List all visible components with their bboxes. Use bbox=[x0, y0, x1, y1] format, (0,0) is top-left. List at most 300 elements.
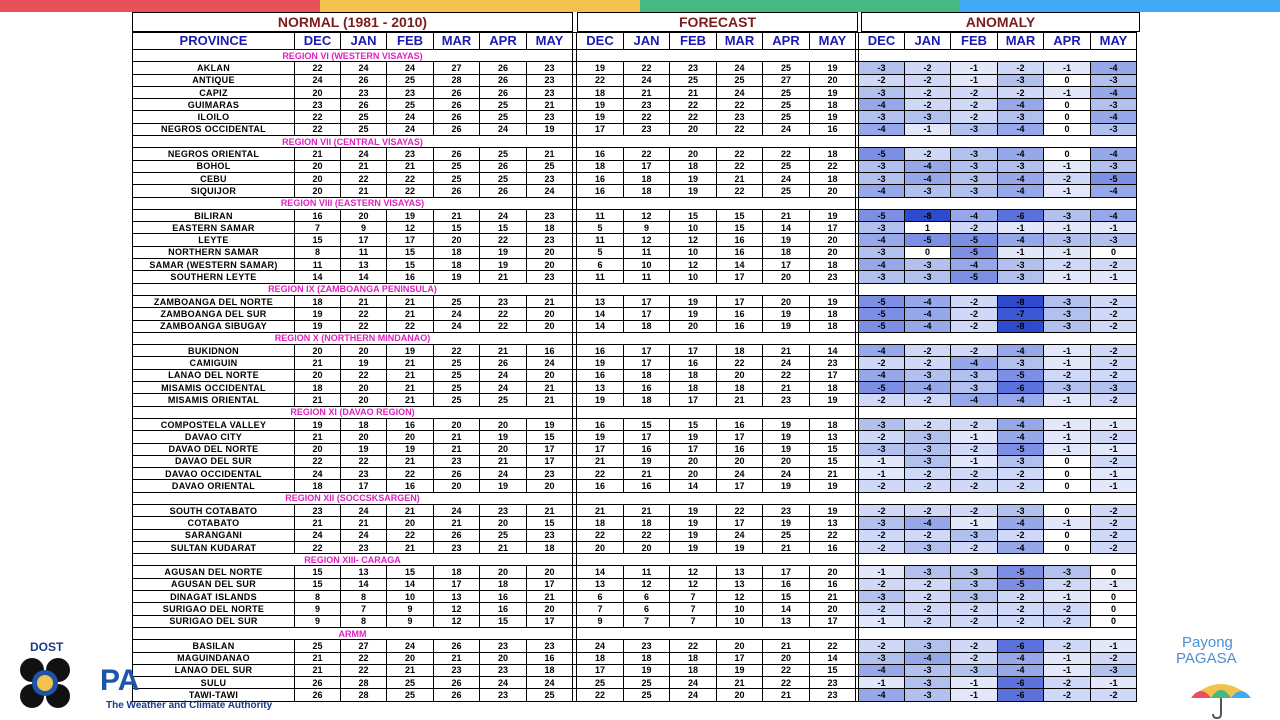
forecast-value-cell: 17 bbox=[624, 431, 670, 443]
forecast-value-cell: 18 bbox=[763, 246, 810, 258]
normal-value-cell: 20 bbox=[341, 394, 387, 406]
forecast-value-cell: 18 bbox=[624, 369, 670, 381]
normal-value-cell: 21 bbox=[434, 209, 480, 221]
normal-value-cell: 24 bbox=[387, 640, 434, 652]
anomaly-value-cell: -1 bbox=[859, 615, 905, 627]
forecast-value-cell: 6 bbox=[624, 591, 670, 603]
anomaly-value-cell: -1 bbox=[1044, 443, 1091, 455]
normal-value-cell: 20 bbox=[434, 480, 480, 492]
normal-value-cell: 25 bbox=[387, 677, 434, 689]
normal-value-cell: 16 bbox=[527, 345, 573, 357]
forecast-value-cell: 19 bbox=[577, 99, 624, 111]
normal-value-cell: 21 bbox=[527, 591, 573, 603]
normal-month-header-may: MAY bbox=[527, 33, 573, 50]
normal-value-cell: 23 bbox=[527, 86, 573, 98]
forecast-value-cell: 20 bbox=[763, 455, 810, 467]
forecast-value-cell: 16 bbox=[577, 418, 624, 430]
normal-value-cell: 18 bbox=[527, 541, 573, 553]
normal-value-cell: 22 bbox=[387, 468, 434, 480]
normal-value-cell: 7 bbox=[341, 603, 387, 615]
normal-value-cell: 15 bbox=[295, 566, 341, 578]
table-row bbox=[133, 345, 1137, 357]
anomaly-value-cell: -4 bbox=[859, 234, 905, 246]
normal-value-cell: 25 bbox=[387, 99, 434, 111]
anomaly-value-cell: -1 bbox=[905, 123, 951, 135]
normal-value-cell: 16 bbox=[387, 271, 434, 283]
normal-value-cell: 12 bbox=[434, 603, 480, 615]
anomaly-value-cell: -2 bbox=[859, 578, 905, 590]
normal-value-cell: 22 bbox=[341, 369, 387, 381]
normal-value-cell: 15 bbox=[387, 246, 434, 258]
anomaly-value-cell: -4 bbox=[998, 148, 1044, 160]
forecast-value-cell: 14 bbox=[577, 308, 624, 320]
forecast-value-cell: 18 bbox=[670, 160, 717, 172]
anomaly-value-cell: 0 bbox=[1044, 99, 1091, 111]
forecast-value-cell: 22 bbox=[670, 99, 717, 111]
anomaly-value-cell: -1 bbox=[1091, 468, 1137, 480]
normal-value-cell: 23 bbox=[527, 172, 573, 184]
normal-value-cell: 20 bbox=[480, 443, 527, 455]
forecast-value-cell: 18 bbox=[577, 160, 624, 172]
forecast-value-cell: 14 bbox=[763, 603, 810, 615]
forecast-value-cell: 17 bbox=[577, 443, 624, 455]
empty-cell bbox=[859, 197, 1137, 209]
normal-value-cell: 18 bbox=[295, 480, 341, 492]
forecast-value-cell: 17 bbox=[577, 123, 624, 135]
table-row bbox=[133, 222, 1137, 234]
forecast-month-header-apr: APR bbox=[763, 33, 810, 50]
normal-value-cell: 20 bbox=[295, 345, 341, 357]
forecast-value-cell: 23 bbox=[670, 62, 717, 74]
table-row bbox=[133, 357, 1137, 369]
forecast-value-cell: 16 bbox=[624, 382, 670, 394]
forecast-value-cell: 19 bbox=[670, 431, 717, 443]
anomaly-value-cell: -2 bbox=[1091, 320, 1137, 332]
normal-value-cell: 23 bbox=[480, 295, 527, 307]
anomaly-value-cell: -4 bbox=[905, 295, 951, 307]
forecast-value-cell: 19 bbox=[670, 529, 717, 541]
anomaly-value-cell: -2 bbox=[1044, 259, 1091, 271]
normal-value-cell: 20 bbox=[527, 369, 573, 381]
province-column-header: PROVINCE bbox=[133, 33, 295, 50]
anomaly-value-cell: -2 bbox=[998, 603, 1044, 615]
normal-value-cell: 24 bbox=[295, 74, 341, 86]
normal-value-cell: 19 bbox=[295, 320, 341, 332]
forecast-value-cell: 23 bbox=[624, 640, 670, 652]
normal-value-cell: 19 bbox=[527, 418, 573, 430]
normal-value-cell: 24 bbox=[527, 357, 573, 369]
forecast-value-cell: 19 bbox=[810, 111, 856, 123]
anomaly-month-header-apr: APR bbox=[1044, 33, 1091, 50]
normal-value-cell: 20 bbox=[480, 652, 527, 664]
province-name: ZAMBOANGA DEL SUR bbox=[133, 308, 295, 320]
empty-cell bbox=[577, 197, 856, 209]
normal-value-cell: 20 bbox=[387, 431, 434, 443]
normal-month-header-mar: MAR bbox=[434, 33, 480, 50]
forecast-value-cell: 5 bbox=[577, 246, 624, 258]
forecast-value-cell: 24 bbox=[624, 74, 670, 86]
anomaly-value-cell: 0 bbox=[905, 246, 951, 258]
province-name: LEYTE bbox=[133, 234, 295, 246]
normal-value-cell: 14 bbox=[387, 578, 434, 590]
normal-value-cell: 19 bbox=[295, 308, 341, 320]
province-name: CEBU bbox=[133, 172, 295, 184]
forecast-value-cell: 19 bbox=[810, 295, 856, 307]
empty-cell bbox=[577, 406, 856, 418]
anomaly-value-cell: -3 bbox=[998, 259, 1044, 271]
province-name: EASTERN SAMAR bbox=[133, 222, 295, 234]
normal-value-cell: 26 bbox=[480, 86, 527, 98]
region-label: REGION XI (DAVAO REGION) bbox=[133, 406, 573, 418]
normal-value-cell: 15 bbox=[387, 566, 434, 578]
forecast-value-cell: 9 bbox=[624, 222, 670, 234]
forecast-value-cell: 19 bbox=[810, 394, 856, 406]
forecast-value-cell: 14 bbox=[577, 320, 624, 332]
normal-value-cell: 21 bbox=[527, 394, 573, 406]
table-row bbox=[133, 418, 1137, 430]
forecast-month-header-may: MAY bbox=[810, 33, 856, 50]
normal-value-cell: 11 bbox=[295, 259, 341, 271]
forecast-value-cell: 14 bbox=[577, 566, 624, 578]
empty-cell bbox=[859, 50, 1137, 62]
normal-value-cell: 16 bbox=[480, 591, 527, 603]
anomaly-value-cell: 0 bbox=[1044, 74, 1091, 86]
anomaly-value-cell: -2 bbox=[905, 74, 951, 86]
anomaly-value-cell: -2 bbox=[905, 99, 951, 111]
anomaly-value-cell: -4 bbox=[1091, 148, 1137, 160]
province-name: DAVAO DEL SUR bbox=[133, 455, 295, 467]
forecast-value-cell: 20 bbox=[763, 271, 810, 283]
normal-value-cell: 25 bbox=[434, 369, 480, 381]
anomaly-value-cell: -4 bbox=[905, 308, 951, 320]
normal-value-cell: 21 bbox=[387, 541, 434, 553]
forecast-value-cell: 16 bbox=[810, 123, 856, 135]
empty-cell bbox=[859, 283, 1137, 295]
anomaly-value-cell: -1 bbox=[1044, 431, 1091, 443]
normal-value-cell: 26 bbox=[480, 62, 527, 74]
empty-cell bbox=[859, 627, 1137, 639]
forecast-value-cell: 19 bbox=[763, 418, 810, 430]
table-row bbox=[133, 62, 1137, 74]
anomaly-value-cell: -2 bbox=[1044, 369, 1091, 381]
normal-value-cell: 20 bbox=[527, 603, 573, 615]
normal-value-cell: 24 bbox=[480, 123, 527, 135]
normal-value-cell: 21 bbox=[295, 664, 341, 676]
anomaly-value-cell: -5 bbox=[951, 234, 998, 246]
normal-month-header-feb: FEB bbox=[387, 33, 434, 50]
forecast-value-cell: 20 bbox=[670, 148, 717, 160]
normal-value-cell: 22 bbox=[480, 320, 527, 332]
forecast-value-cell: 16 bbox=[717, 234, 763, 246]
normal-value-cell: 25 bbox=[480, 529, 527, 541]
province-name: DAVAO DEL NORTE bbox=[133, 443, 295, 455]
anomaly-value-cell: 0 bbox=[1044, 541, 1091, 553]
forecast-value-cell: 19 bbox=[670, 517, 717, 529]
normal-value-cell: 11 bbox=[341, 246, 387, 258]
anomaly-value-cell: -3 bbox=[951, 148, 998, 160]
forecast-value-cell: 21 bbox=[763, 640, 810, 652]
anomaly-value-cell: -2 bbox=[998, 62, 1044, 74]
forecast-value-cell: 21 bbox=[577, 455, 624, 467]
anomaly-value-cell: -2 bbox=[951, 541, 998, 553]
forecast-value-cell: 25 bbox=[670, 74, 717, 86]
anomaly-value-cell: -2 bbox=[1091, 541, 1137, 553]
normal-value-cell: 26 bbox=[480, 74, 527, 86]
top-bar-yellow-segment bbox=[320, 0, 640, 12]
region-label: REGION VI (WESTERN VISAYAS) bbox=[133, 50, 573, 62]
payong-label: Payong bbox=[1182, 634, 1233, 651]
normal-value-cell: 20 bbox=[480, 418, 527, 430]
province-name: AGUSAN DEL NORTE bbox=[133, 566, 295, 578]
normal-value-cell: 20 bbox=[387, 517, 434, 529]
normal-value-cell: 23 bbox=[341, 468, 387, 480]
normal-value-cell: 20 bbox=[527, 566, 573, 578]
forecast-value-cell: 13 bbox=[763, 615, 810, 627]
normal-value-cell: 9 bbox=[295, 615, 341, 627]
anomaly-value-cell: -2 bbox=[1091, 345, 1137, 357]
forecast-value-cell: 22 bbox=[624, 111, 670, 123]
forecast-value-cell: 7 bbox=[670, 591, 717, 603]
table-row bbox=[133, 369, 1137, 381]
anomaly-value-cell: -1 bbox=[1091, 222, 1137, 234]
forecast-value-cell: 23 bbox=[810, 357, 856, 369]
forecast-value-cell: 21 bbox=[717, 394, 763, 406]
forecast-value-cell: 20 bbox=[670, 455, 717, 467]
table-row bbox=[133, 652, 1137, 664]
forecast-value-cell: 20 bbox=[577, 541, 624, 553]
forecast-month-header-mar: MAR bbox=[717, 33, 763, 50]
normal-value-cell: 26 bbox=[295, 689, 341, 701]
forecast-value-cell: 17 bbox=[624, 345, 670, 357]
normal-value-cell: 25 bbox=[434, 357, 480, 369]
forecast-value-cell: 18 bbox=[717, 382, 763, 394]
forecast-value-cell: 21 bbox=[577, 504, 624, 516]
forecast-value-cell: 14 bbox=[717, 259, 763, 271]
normal-value-cell: 22 bbox=[387, 320, 434, 332]
normal-value-cell: 21 bbox=[295, 148, 341, 160]
anomaly-value-cell: -1 bbox=[1044, 160, 1091, 172]
normal-value-cell: 22 bbox=[295, 541, 341, 553]
normal-value-cell: 16 bbox=[387, 480, 434, 492]
normal-value-cell: 15 bbox=[527, 431, 573, 443]
forecast-value-cell: 12 bbox=[670, 259, 717, 271]
normal-value-cell: 25 bbox=[480, 172, 527, 184]
anomaly-value-cell: -3 bbox=[998, 455, 1044, 467]
forecast-value-cell: 23 bbox=[624, 99, 670, 111]
province-name: LANAO DEL SUR bbox=[133, 664, 295, 676]
normal-value-cell: 8 bbox=[341, 615, 387, 627]
table-row bbox=[133, 123, 1137, 135]
forecast-value-cell: 13 bbox=[577, 578, 624, 590]
table-row bbox=[133, 99, 1137, 111]
normal-value-cell: 18 bbox=[434, 259, 480, 271]
province-name: AKLAN bbox=[133, 62, 295, 74]
forecast-value-cell: 25 bbox=[763, 160, 810, 172]
forecast-value-cell: 18 bbox=[577, 652, 624, 664]
forecast-value-cell: 22 bbox=[810, 160, 856, 172]
forecast-value-cell: 15 bbox=[763, 591, 810, 603]
region-label: REGION X (NORTHERN MINDANAO) bbox=[133, 332, 573, 344]
anomaly-value-cell: -4 bbox=[859, 689, 905, 701]
region-row bbox=[133, 50, 1137, 62]
forecast-value-cell: 15 bbox=[810, 664, 856, 676]
normal-value-cell: 26 bbox=[434, 111, 480, 123]
normal-value-cell: 25 bbox=[387, 689, 434, 701]
empty-cell bbox=[577, 283, 856, 295]
forecast-value-cell: 16 bbox=[717, 443, 763, 455]
normal-value-cell: 21 bbox=[434, 652, 480, 664]
normal-value-cell: 20 bbox=[295, 160, 341, 172]
forecast-value-cell: 19 bbox=[810, 209, 856, 221]
normal-value-cell: 21 bbox=[387, 455, 434, 467]
normal-month-header-apr: APR bbox=[480, 33, 527, 50]
normal-value-cell: 20 bbox=[527, 320, 573, 332]
region-row bbox=[133, 332, 1137, 344]
anomaly-value-cell: 1 bbox=[905, 222, 951, 234]
table-row bbox=[133, 480, 1137, 492]
normal-value-cell: 25 bbox=[295, 640, 341, 652]
payong-pagasa-label: PAGASA bbox=[1176, 650, 1237, 667]
anomaly-value-cell: -3 bbox=[905, 369, 951, 381]
anomaly-value-cell: -2 bbox=[1091, 652, 1137, 664]
normal-value-cell: 21 bbox=[387, 382, 434, 394]
normal-value-cell: 24 bbox=[387, 62, 434, 74]
forecast-value-cell: 17 bbox=[810, 615, 856, 627]
forecast-value-cell: 21 bbox=[763, 209, 810, 221]
normal-value-cell: 14 bbox=[341, 271, 387, 283]
forecast-value-cell: 19 bbox=[577, 357, 624, 369]
anomaly-value-cell: 0 bbox=[1091, 591, 1137, 603]
forecast-value-cell: 17 bbox=[763, 259, 810, 271]
empty-cell bbox=[577, 136, 856, 148]
forecast-value-cell: 11 bbox=[624, 246, 670, 258]
forecast-value-cell: 20 bbox=[624, 541, 670, 553]
forecast-value-cell: 11 bbox=[624, 271, 670, 283]
normal-value-cell: 22 bbox=[387, 172, 434, 184]
normal-value-cell: 21 bbox=[527, 382, 573, 394]
table-row bbox=[133, 111, 1137, 123]
anomaly-value-cell: -3 bbox=[905, 443, 951, 455]
anomaly-value-cell: -3 bbox=[1044, 320, 1091, 332]
normal-value-cell: 20 bbox=[387, 652, 434, 664]
anomaly-value-cell: 0 bbox=[1044, 529, 1091, 541]
region-label: REGION VII (CENTRAL VISAYAS) bbox=[133, 136, 573, 148]
anomaly-value-cell: -3 bbox=[1091, 123, 1137, 135]
forecast-value-cell: 21 bbox=[810, 468, 856, 480]
normal-value-cell: 23 bbox=[480, 504, 527, 516]
normal-value-cell: 14 bbox=[295, 271, 341, 283]
forecast-value-cell: 22 bbox=[624, 529, 670, 541]
normal-value-cell: 12 bbox=[387, 222, 434, 234]
region-row bbox=[133, 554, 1137, 566]
province-name: BUKIDNON bbox=[133, 345, 295, 357]
forecast-value-cell: 12 bbox=[670, 566, 717, 578]
normal-value-cell: 21 bbox=[434, 517, 480, 529]
forecast-value-cell: 20 bbox=[763, 652, 810, 664]
forecast-value-cell: 16 bbox=[717, 246, 763, 258]
empty-cell bbox=[577, 332, 856, 344]
normal-value-cell: 28 bbox=[341, 689, 387, 701]
anomaly-value-cell: -3 bbox=[1044, 295, 1091, 307]
forecast-value-cell: 22 bbox=[810, 529, 856, 541]
forecast-value-cell: 25 bbox=[763, 111, 810, 123]
anomaly-value-cell: -3 bbox=[905, 271, 951, 283]
normal-value-cell: 25 bbox=[434, 382, 480, 394]
anomaly-value-cell: -1 bbox=[859, 566, 905, 578]
normal-value-cell: 25 bbox=[341, 123, 387, 135]
anomaly-value-cell: -3 bbox=[951, 578, 998, 590]
forecast-value-cell: 11 bbox=[577, 234, 624, 246]
forecast-value-cell: 21 bbox=[717, 172, 763, 184]
anomaly-value-cell: -1 bbox=[1044, 664, 1091, 676]
anomaly-value-cell: -3 bbox=[1044, 308, 1091, 320]
normal-value-cell: 23 bbox=[527, 209, 573, 221]
normal-value-cell: 15 bbox=[295, 234, 341, 246]
forecast-value-cell: 25 bbox=[717, 74, 763, 86]
forecast-value-cell: 19 bbox=[670, 172, 717, 184]
anomaly-value-cell: -3 bbox=[1091, 74, 1137, 86]
anomaly-value-cell: -1 bbox=[1044, 517, 1091, 529]
normal-value-cell: 21 bbox=[341, 295, 387, 307]
forecast-value-cell: 16 bbox=[670, 357, 717, 369]
normal-value-cell: 21 bbox=[387, 664, 434, 676]
anomaly-value-cell: -2 bbox=[905, 480, 951, 492]
normal-value-cell: 16 bbox=[480, 603, 527, 615]
forecast-value-cell: 19 bbox=[577, 394, 624, 406]
forecast-value-cell: 18 bbox=[810, 99, 856, 111]
anomaly-value-cell: -3 bbox=[859, 160, 905, 172]
anomaly-value-cell: -2 bbox=[1091, 357, 1137, 369]
table-row bbox=[133, 640, 1137, 652]
empty-cell bbox=[577, 554, 856, 566]
normal-value-cell: 20 bbox=[434, 418, 480, 430]
forecast-value-cell: 18 bbox=[624, 320, 670, 332]
anomaly-value-cell: -1 bbox=[1091, 443, 1137, 455]
forecast-value-cell: 18 bbox=[670, 382, 717, 394]
forecast-value-cell: 18 bbox=[624, 172, 670, 184]
normal-value-cell: 28 bbox=[434, 74, 480, 86]
province-name: ILOILO bbox=[133, 111, 295, 123]
table-row bbox=[133, 172, 1137, 184]
forecast-value-cell: 17 bbox=[717, 295, 763, 307]
anomaly-value-cell: -3 bbox=[951, 591, 998, 603]
anomaly-value-cell: -4 bbox=[1091, 185, 1137, 197]
normal-value-cell: 26 bbox=[434, 148, 480, 160]
anomaly-value-cell: -2 bbox=[951, 640, 998, 652]
forecast-value-cell: 18 bbox=[670, 664, 717, 676]
anomaly-value-cell: -2 bbox=[1091, 529, 1137, 541]
anomaly-value-cell: -1 bbox=[951, 517, 998, 529]
normal-value-cell: 22 bbox=[341, 664, 387, 676]
normal-value-cell: 17 bbox=[387, 234, 434, 246]
anomaly-value-cell: -1 bbox=[1044, 185, 1091, 197]
anomaly-value-cell: -3 bbox=[859, 271, 905, 283]
anomaly-value-cell: -2 bbox=[859, 394, 905, 406]
anomaly-value-cell: -3 bbox=[951, 172, 998, 184]
normal-value-cell: 21 bbox=[480, 455, 527, 467]
anomaly-value-cell: -4 bbox=[905, 172, 951, 184]
forecast-value-cell: 20 bbox=[717, 689, 763, 701]
forecast-value-cell: 17 bbox=[717, 271, 763, 283]
forecast-value-cell: 17 bbox=[624, 295, 670, 307]
province-name: SULU bbox=[133, 677, 295, 689]
normal-value-cell: 25 bbox=[434, 160, 480, 172]
forecast-value-cell: 19 bbox=[670, 541, 717, 553]
normal-value-cell: 15 bbox=[387, 259, 434, 271]
forecast-value-cell: 18 bbox=[670, 369, 717, 381]
normal-value-cell: 19 bbox=[480, 259, 527, 271]
normal-value-cell: 20 bbox=[527, 246, 573, 258]
